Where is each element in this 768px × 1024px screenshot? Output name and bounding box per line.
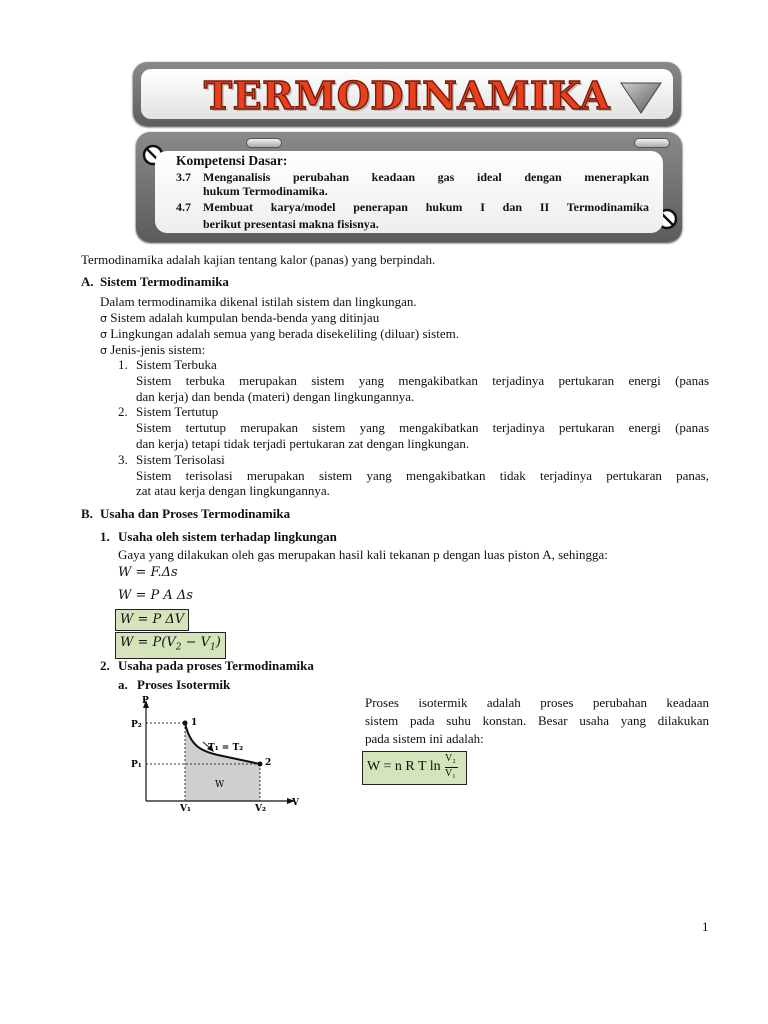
bullet-text: Jenis-jenis sistem:	[110, 342, 206, 357]
type-num: 2.	[118, 404, 128, 419]
bullet-text: Sistem adalah kumpulan benda-benda yang ditinjau	[110, 310, 380, 325]
type-name: Sistem Terbuka	[136, 357, 217, 372]
eq-sub: 1	[210, 642, 216, 653]
subsection-title: Usaha pada proses Termodinamika	[118, 658, 314, 673]
formula-text: W = n R T ln	[367, 759, 441, 774]
type-desc: zat atau kerja dengan lingkungannya.	[136, 483, 330, 498]
section-a-lead: Dalam termodinamika dikenal istilah sistem dan lingkungan.	[100, 294, 417, 309]
label-temperature: T₁ = T₂	[208, 743, 244, 753]
page-number: 1	[702, 919, 709, 934]
title-banner-inner	[141, 69, 673, 119]
page-title: TERMODINAMIKA	[203, 73, 611, 118]
equation: W = P A Δs	[118, 588, 193, 603]
subsection-num: 1.	[100, 529, 110, 544]
formula-numerator: V₂	[445, 753, 456, 764]
section-b-title: Usaha dan Proses Termodinamika	[100, 506, 291, 521]
axis-label-p: P	[142, 696, 149, 706]
section-b-label: B.	[81, 506, 93, 521]
equation: W = F.Δs	[118, 565, 178, 580]
equation-highlight: W = P ΔV	[115, 609, 189, 631]
competency-inner	[155, 151, 663, 233]
subsection-title: Usaha oleh sistem terhadap lingkungan	[118, 529, 337, 544]
equation-highlight	[115, 632, 226, 659]
type-desc: dan kerja) tetapi tidak terjadi pertukaran zat dengan lingkungan.	[136, 436, 470, 451]
section-a-label: A.	[81, 274, 94, 289]
competency-text: hukum Termodinamika.	[203, 184, 328, 198]
label-point-1: 1	[191, 718, 198, 728]
bullet-text: Lingkungan adalah semua yang berada disekeliling (diluar) sistem.	[110, 326, 459, 341]
title-banner	[133, 62, 681, 126]
type-num: 3.	[118, 452, 128, 467]
decor-pill-right	[634, 138, 670, 148]
competency-text: Membuat karya/model penerapan hukum I dan II Termodinamika	[203, 200, 649, 214]
intro-text: Termodinamika adalah kajian tentang kalor (panas) yang berpindah.	[81, 252, 436, 267]
sub-item-label: a.	[118, 677, 128, 692]
eq-sub: 2	[175, 642, 182, 653]
list-item	[100, 310, 379, 327]
isotherm-desc: pada sistem ini adalah:	[365, 731, 484, 746]
competency-heading: Kompetensi Dasar:	[176, 153, 288, 168]
type-desc: dan kerja) dan benda (materi) dengan lingkungannya.	[136, 389, 415, 404]
bullet-icon: σ	[100, 344, 107, 357]
label-v2: V₂	[255, 804, 266, 814]
sub-item-title: Proses Isotermik	[137, 677, 231, 692]
label-v1: V₁	[180, 804, 191, 814]
label-point-2: 2	[265, 758, 272, 768]
type-desc: Sistem terisolasi merupakan sistem yang mengakibatkan tidak terjadinya pertukaran panas,	[136, 468, 709, 483]
axis-label-v: V	[292, 798, 299, 808]
competency-item	[176, 170, 649, 198]
competency-box	[136, 132, 682, 242]
eq-part: − V	[181, 635, 211, 650]
competency-item	[176, 200, 649, 231]
isotherm-desc: Proses isotermik adalah proses perubahan keadaan	[365, 695, 709, 710]
type-desc: Sistem terbuka merupakan sistem yang mengakibatkan terjadinya pertukaran energi (panas	[136, 373, 709, 388]
type-num: 1.	[118, 357, 128, 372]
eq-part: )	[215, 635, 221, 650]
formula-denominator: V₁	[445, 768, 456, 779]
subsection-num: 2.	[100, 658, 110, 673]
label-work: W	[215, 780, 225, 790]
bullet-icon: σ	[100, 312, 107, 325]
competency-num: 3.7	[176, 170, 191, 184]
triangle-down-icon	[619, 81, 663, 115]
type-name: Sistem Terisolasi	[136, 452, 225, 467]
list-item	[100, 326, 459, 343]
decor-pill-left	[246, 138, 282, 148]
label-p1: P₁	[131, 760, 142, 770]
point-2	[258, 762, 263, 767]
section-a-title: Sistem Termodinamika	[100, 274, 229, 289]
label-p2: P₂	[131, 720, 142, 730]
subsection-text: Gaya yang dilakukan oleh gas merupakan hasil kali tekanan p dengan luas piston A, sehingga:	[118, 547, 608, 562]
type-name: Sistem Tertutup	[136, 404, 219, 419]
isotherm-graph	[128, 695, 308, 815]
bullet-icon: σ	[100, 328, 107, 341]
point-1	[183, 721, 188, 726]
competency-num: 4.7	[176, 200, 191, 214]
competency-text: berikut presentasi makna fisisnya.	[203, 217, 379, 231]
type-desc: Sistem tertutup merupakan sistem yang mengakibatkan terjadinya pertukaran energi (panas	[136, 420, 709, 435]
eq-part: W = P(V	[120, 635, 176, 650]
competency-text: Menganalisis perubahan keadaan gas ideal dengan menerapkan	[203, 170, 649, 184]
isotherm-desc: sistem pada suhu konstan. Besar usaha yang dilakukan	[365, 713, 709, 728]
isotherm-formula	[362, 751, 467, 785]
